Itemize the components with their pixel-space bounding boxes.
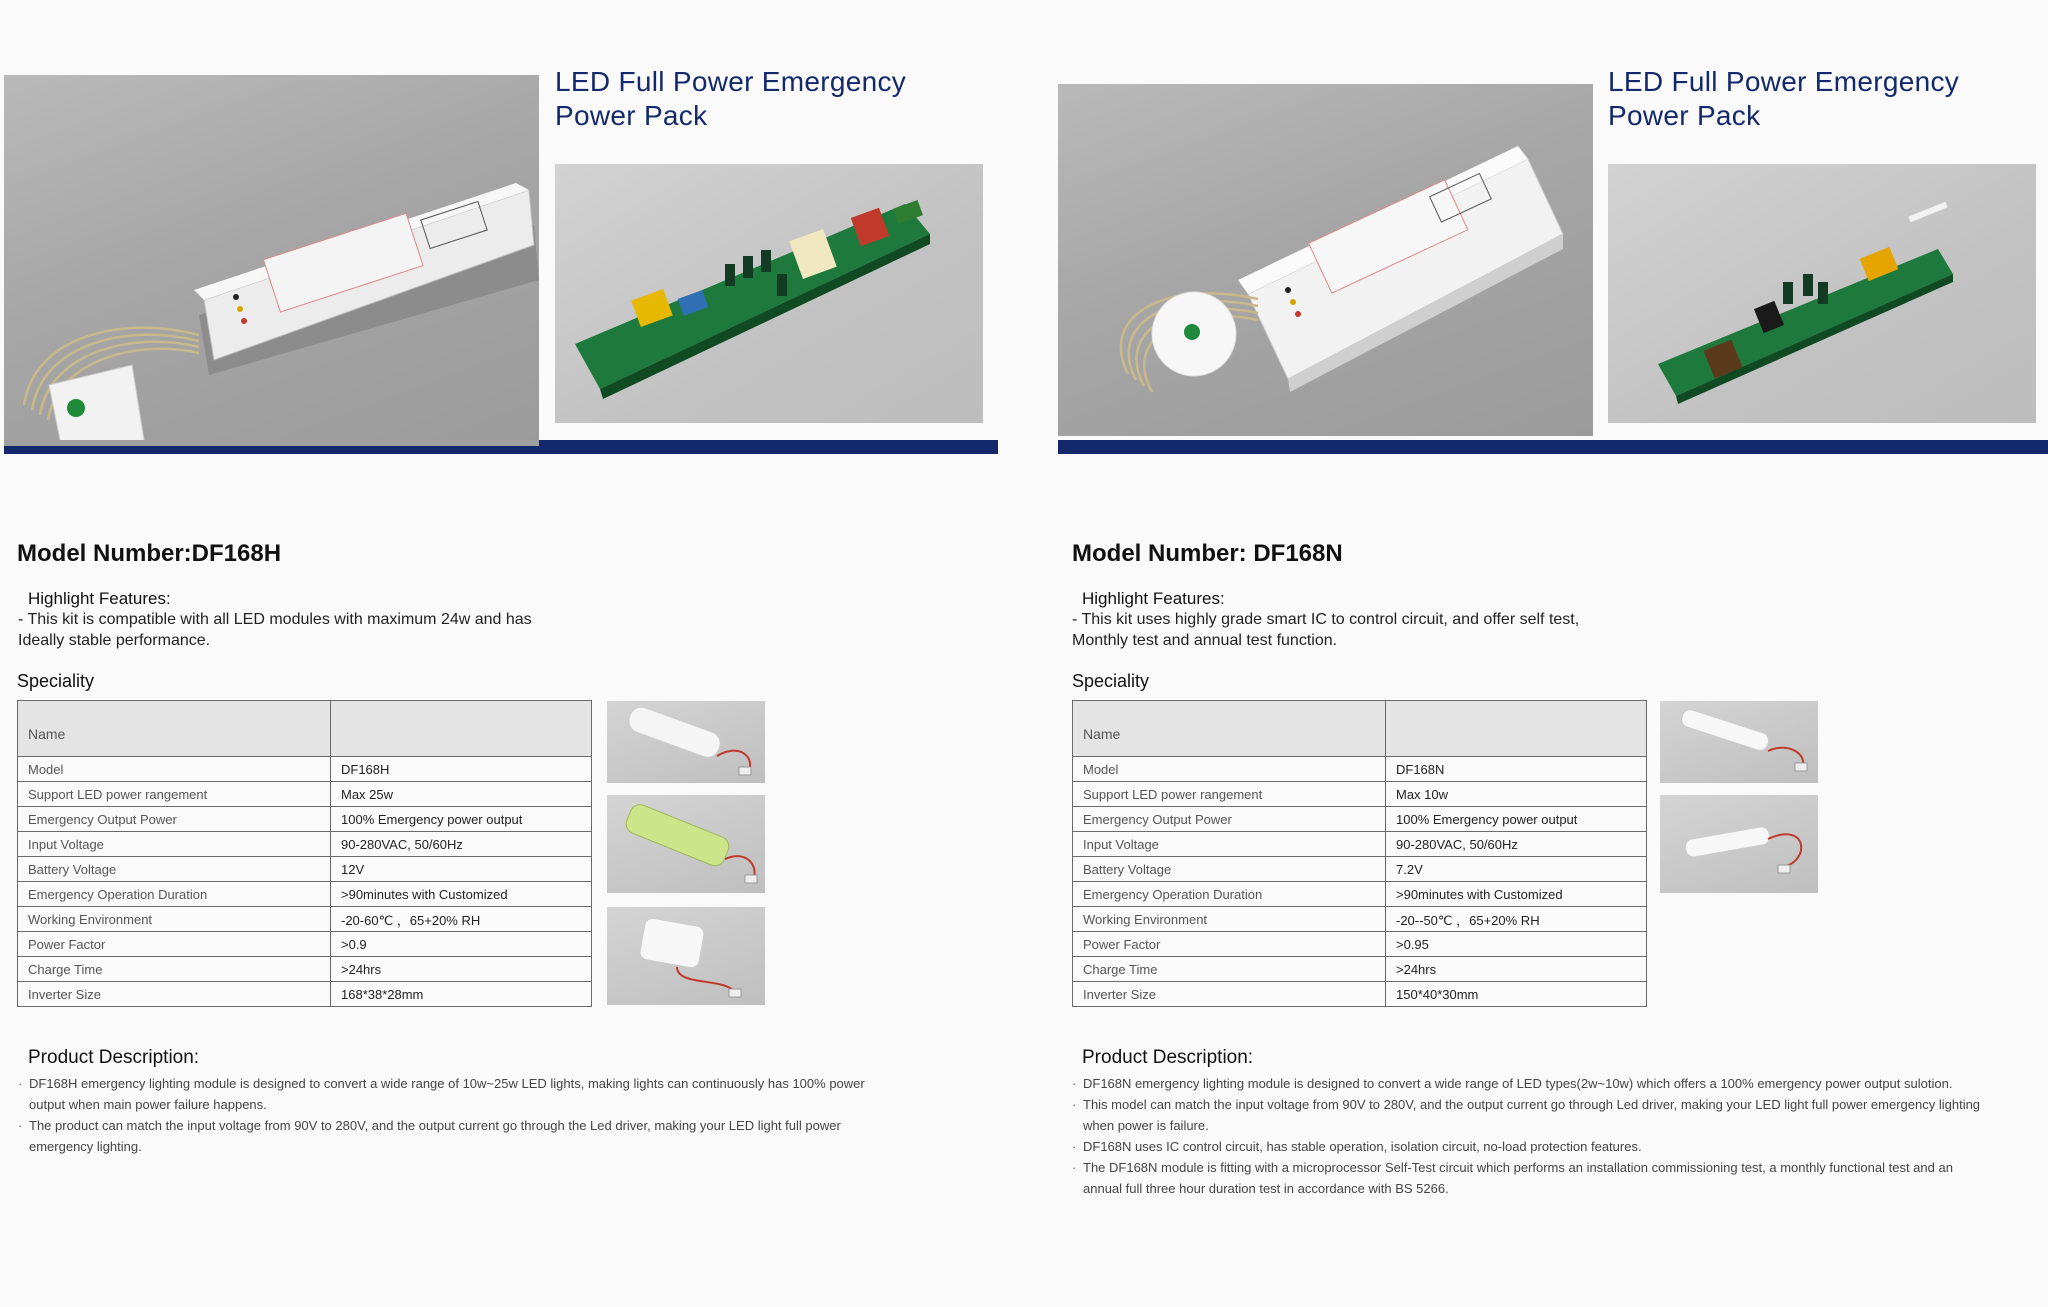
spec-label: Emergency Operation Duration xyxy=(1073,882,1386,907)
spec-value: 100% Emergency power output xyxy=(1386,807,1647,832)
spec-value: 90-280VAC, 50/60Hz xyxy=(1386,832,1647,857)
table-row xyxy=(18,857,592,882)
table-row xyxy=(1073,782,1647,807)
spec-label: Input Voltage xyxy=(1073,832,1386,857)
spec-label: Charge Time xyxy=(18,957,331,982)
list-item: · DF168N uses IC control circuit, has stable operation, isolation circuit, no-load protection features. xyxy=(1072,1136,1992,1157)
table-row xyxy=(18,757,592,782)
list-item: · This model can match the input voltage from 90V to 280V, and the output current go through Led driver, making your LED light full power emergency lighting when power is failure. xyxy=(1072,1094,1992,1136)
product-description-list xyxy=(18,1073,898,1157)
spec-value: 100% Emergency power output xyxy=(331,807,592,832)
catalog-page-df168h xyxy=(0,0,1020,1307)
product-description-list xyxy=(1072,1073,1992,1199)
catalog-page-df168n xyxy=(1058,0,2048,1307)
spec-label: Power Factor xyxy=(18,932,331,957)
spec-value: >0.95 xyxy=(1386,932,1647,957)
table-row xyxy=(18,882,592,907)
spec-header-name: Name xyxy=(1073,701,1386,757)
spec-label: Charge Time xyxy=(1073,957,1386,982)
spec-label: Battery Voltage xyxy=(18,857,331,882)
model-title: Model Number: DF168N xyxy=(1072,540,1343,567)
product-description-heading: Product Description: xyxy=(1082,1047,1254,1068)
spec-header-value xyxy=(1386,701,1647,757)
spec-table xyxy=(1072,700,1647,1007)
spec-label: Emergency Operation Duration xyxy=(18,882,331,907)
spec-value: 12V xyxy=(331,857,592,882)
features-text: - This kit is compatible with all LED modules with maximum 24w and has Ideally stable performance. xyxy=(18,611,532,649)
spec-label: Power Factor xyxy=(1073,932,1386,957)
spec-label: Inverter Size xyxy=(18,982,331,1007)
features-heading: Highlight Features: xyxy=(28,589,171,608)
spec-label: Battery Voltage xyxy=(1073,857,1386,882)
speciality-label: Speciality xyxy=(17,671,95,691)
circuit-board-photo xyxy=(555,164,983,423)
list-item: · DF168N emergency lighting module is designed to convert a wide range of LED types(2w~10w) which offers a 100% emergency power output sulotion. xyxy=(1072,1073,1992,1094)
table-row xyxy=(18,982,592,1007)
spec-header-name: Name xyxy=(18,701,331,757)
features-heading: Highlight Features: xyxy=(1082,589,1225,608)
circuit-board-illustration xyxy=(1608,164,2036,423)
table-row xyxy=(1073,882,1647,907)
table-row xyxy=(1073,957,1647,982)
spec-value: DF168N xyxy=(1386,757,1647,782)
spec-label: Support LED power rangement xyxy=(1073,782,1386,807)
table-row xyxy=(18,832,592,857)
emergency-pack-photo xyxy=(4,75,539,445)
spec-value: 90-280VAC, 50/60Hz xyxy=(331,832,592,857)
battery-photo xyxy=(607,701,765,783)
circuit-board-photo xyxy=(1608,164,2036,423)
accent-bar-shadow xyxy=(4,440,539,446)
list-item: · The DF168N module is fitting with a microprocessor Self-Test circuit which performs an installation commissioning test, a monthly functional test and an annual full three hour duration test in accordance with BS 5266. xyxy=(1072,1157,1992,1199)
spec-value: >90minutes with Customized xyxy=(1386,882,1647,907)
accent-bar xyxy=(1058,440,2048,454)
spec-table xyxy=(17,700,592,1007)
table-row xyxy=(18,907,592,932)
spec-value: DF168H xyxy=(331,757,592,782)
spec-value: -20-60℃ ，65+20% RH xyxy=(331,907,592,932)
spec-value: Max 25w xyxy=(331,782,592,807)
spec-label: Support LED power rangement xyxy=(18,782,331,807)
spec-label: Model xyxy=(18,757,331,782)
spec-value: 168*38*28mm xyxy=(331,982,592,1007)
spec-value: >90minutes with Customized xyxy=(331,882,592,907)
table-row xyxy=(1073,832,1647,857)
spec-value: 150*40*30mm xyxy=(1386,982,1647,1007)
spec-header-row xyxy=(18,701,592,757)
table-row xyxy=(1073,907,1647,932)
speciality-label: Speciality xyxy=(1072,671,1150,691)
features-text: - This kit uses highly grade smart IC to control circuit, and offer self test, Monthly test and annual test function. xyxy=(1072,611,1580,649)
model-title: Model Number:DF168H xyxy=(17,540,282,567)
spec-value: >24hrs xyxy=(331,957,592,982)
spec-label: Emergency Output Power xyxy=(18,807,331,832)
spec-header-row xyxy=(1073,701,1647,757)
circuit-board-illustration xyxy=(555,164,983,423)
spec-label: Working Environment xyxy=(18,907,331,932)
table-row xyxy=(1073,807,1647,832)
emergency-pack-illustration xyxy=(4,75,539,445)
product-description-heading: Product Description: xyxy=(28,1047,200,1068)
spec-header-value xyxy=(331,701,592,757)
list-item: · DF168H emergency lighting module is designed to convert a wide range of 10w~25w LED lights, making lights can continuously has 100% power output when main power failure happens. xyxy=(18,1073,898,1115)
battery-cell-photo xyxy=(1660,795,1818,893)
table-row xyxy=(1073,982,1647,1007)
battery-pack-photo xyxy=(607,795,765,893)
table-row xyxy=(1073,932,1647,957)
spec-label: Emergency Output Power xyxy=(1073,807,1386,832)
battery-block-photo xyxy=(607,907,765,1005)
emergency-pack-illustration xyxy=(1058,84,1593,436)
table-row xyxy=(18,932,592,957)
spec-label: Inverter Size xyxy=(1073,982,1386,1007)
list-item: · The product can match the input voltage from 90V to 280V, and the output current go through the Led driver, making your LED light full power emergency lighting. xyxy=(18,1115,898,1157)
battery-photo xyxy=(1660,701,1818,783)
spec-value: Max 10w xyxy=(1386,782,1647,807)
hero-title: LED Full Power Emergency Power Pack xyxy=(1608,66,1960,131)
spec-label: Model xyxy=(1073,757,1386,782)
hero-title: LED Full Power Emergency Power Pack xyxy=(555,66,907,131)
table-row xyxy=(1073,857,1647,882)
table-row xyxy=(18,957,592,982)
emergency-pack-photo xyxy=(1058,84,1593,436)
table-row xyxy=(18,807,592,832)
spec-value: -20--50℃ ，65+20% RH xyxy=(1386,907,1647,932)
table-row xyxy=(1073,757,1647,782)
spec-value: >24hrs xyxy=(1386,957,1647,982)
spec-label: Input Voltage xyxy=(18,832,331,857)
spec-value: 7.2V xyxy=(1386,857,1647,882)
spec-label: Working Environment xyxy=(1073,907,1386,932)
table-row xyxy=(18,782,592,807)
spec-value: >0.9 xyxy=(331,932,592,957)
